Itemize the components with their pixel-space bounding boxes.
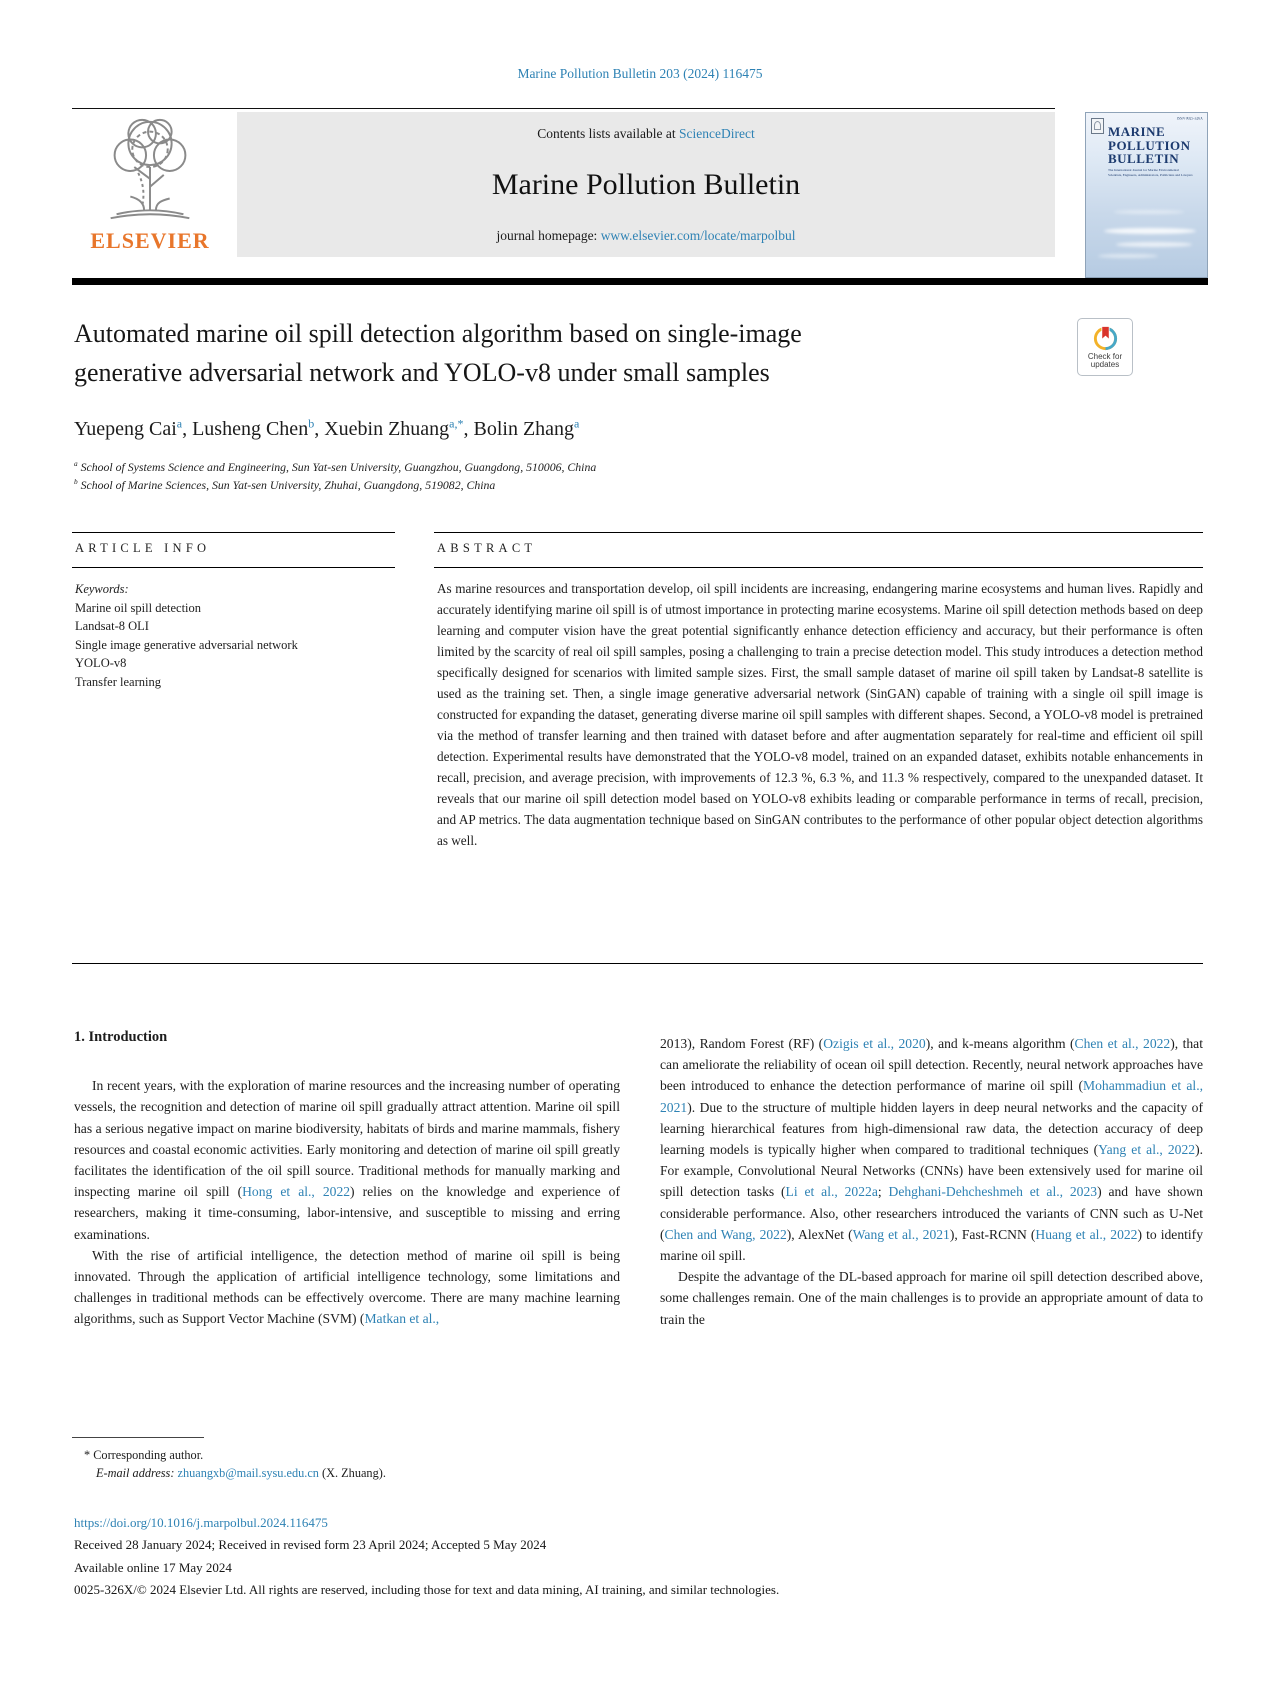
article-title-line: generative adversarial network and YOLO-v8 under small samples <box>74 358 770 387</box>
corresponding-author-note: * Corresponding author. <box>84 1448 204 1462</box>
citation-link[interactable]: Hong et al., 2022 <box>242 1184 351 1200</box>
cover-title-line: MARINE <box>1108 124 1166 139</box>
abstract-top-rule <box>434 532 1203 533</box>
header-divider-bar <box>72 278 1208 285</box>
badge-text <box>1088 353 1122 370</box>
text-segment: E-mail address: <box>96 1466 178 1480</box>
cover-title-line: POLLUTION <box>1108 137 1191 153</box>
text-segment: (X. Zhuang). <box>318 1466 386 1480</box>
abstract-heading: ABSTRACT <box>437 541 537 555</box>
text-segment: ), and k-means algorithm ( <box>925 1036 1075 1051</box>
received-dates: Received 28 January 2024; Received in revised form 23 April 2024; Accepted 5 May 2024 <box>74 1537 547 1553</box>
citation-link[interactable]: Dehghani-Dehcheshmeh et al., 2023 <box>888 1184 1098 1200</box>
cover-title-line: BULLETIN <box>1108 151 1180 166</box>
cover-wave-decoration <box>1114 210 1184 214</box>
contents-line <box>537 126 754 142</box>
text-segment: ). For example, Convolutional Neural Networks (CNNs) have been extensively used for marine oil spill detection tasks ( <box>660 1142 1203 1200</box>
text-segment: Yuepeng Cai <box>74 418 177 440</box>
affil-sup: b <box>74 476 78 486</box>
keywords-list <box>75 599 298 692</box>
article-title <box>74 314 994 392</box>
citation-link[interactable]: Matkan et al., <box>364 1311 440 1327</box>
cover-wave-decoration <box>1104 228 1196 234</box>
text-segment: Despite the advantage of the DL-based approach for marine oil spill detection described above, some challenges remain. One of the main challenges is to provide an appropriate amount of data to train the <box>660 1269 1203 1327</box>
paragraph <box>74 1075 620 1245</box>
text-segment: ). Due to the structure of multiple hidden layers in deep neural networks and the capacity of learning hierarchical features from high-dimensional raw data, the detection accuracy of deep learning models is typically higher when compared to traditional techniques ( <box>660 1099 1203 1158</box>
copyright-line: 0025-326X/© 2024 Elsevier Ltd. All rights are reserved, including those for text and data mining, AI training, and similar technologies. <box>74 1581 780 1597</box>
cover-elsevier-mark-icon <box>1091 118 1104 134</box>
cover-subtitle-line: The International Journal for Marine Environmental <box>1108 169 1179 173</box>
body-left-column <box>74 1027 620 1330</box>
email-link[interactable]: zhuangxb@mail.sysu.edu.cn <box>177 1466 319 1480</box>
abstract-bottom-rule <box>72 963 1203 964</box>
text-segment: ) and have shown considerable performance. Also, other researchers introduced the variants of CNN such as U-Net ( <box>660 1184 1203 1242</box>
text-segment: , Xuebin Zhuang <box>314 418 450 440</box>
journal-cover-thumbnail[interactable] <box>1085 112 1208 278</box>
journal-header-box <box>237 112 1055 257</box>
text-segment: With the rise of artificial intelligence, the detection method of marine oil spill is being innovated. Through the application of artificial intelligence technology, some limitations and challenges in traditional methods can be effectively overcome. There are many machine learning algorithms, such as Support Vector Machine (SVM) ( <box>74 1247 620 1327</box>
doi-link[interactable]: https://doi.org/10.1016/j.marpolbul.2024.116475 <box>74 1515 328 1530</box>
elsevier-tree-icon <box>91 113 209 225</box>
keyword: Marine oil spill detection <box>75 600 202 615</box>
footnote-block <box>74 1446 386 1482</box>
keyword: Transfer learning <box>75 674 161 689</box>
text-segment: In recent years, with the exploration of marine resources and the increasing number of operating vessels, the recognition and detection of marine oil spill gradually attract attention. Marine oil spill has a serious negative impact on marine biodiversity, habitats of birds and marine mammals, fishery resources and coastal economic activities. Early monitoring and detection of marine oil spill greatly facilitates the identification of the oil spill source. Traditional methods for manually marking and inspecting marine oil spill ( <box>74 1078 620 1200</box>
cover-title <box>1108 125 1191 166</box>
elsevier-wordmark: ELSEVIER <box>90 228 210 253</box>
available-online-date: Available online 17 May 2024 <box>74 1559 232 1575</box>
citation-link[interactable]: Ozigis et al., 2020 <box>823 1036 926 1051</box>
affil-sup: a <box>74 459 78 469</box>
journal-citation-header[interactable]: Marine Pollution Bulletin 203 (2024) 116475 <box>517 66 763 81</box>
abstract-mid-rule <box>434 567 1203 568</box>
paragraph <box>660 1266 1203 1330</box>
text-segment: Contents lists available at <box>537 126 679 141</box>
cover-wave-decoration <box>1116 242 1192 247</box>
check-for-updates-badge[interactable] <box>1077 318 1133 376</box>
text-segment: , Bolin Zhang <box>463 418 575 440</box>
section-heading: 1. Introduction <box>74 1029 168 1045</box>
cover-subtitle-line: Scientists, Engineers, Administrators, Politicians and Lawyers <box>1108 173 1193 177</box>
header-top-rule <box>72 108 1055 109</box>
homepage-link[interactable]: www.elsevier.com/locate/marpolbul <box>600 228 796 243</box>
affiliation-line <box>74 459 596 477</box>
cover-wave-decoration <box>1098 254 1158 258</box>
paragraph <box>660 1033 1203 1266</box>
keyword: Single image generative adversarial network <box>75 637 298 652</box>
text-segment: ), Fast-RCNN ( <box>949 1226 1036 1242</box>
article-info-top-rule <box>72 532 395 533</box>
text-segment: ), that can ameliorate the reliability of ocean oil spill detection. Recently, neural network approaches have been introduced to enhance the detection performance of marine oil spill ( <box>660 1036 1203 1094</box>
citation-link[interactable]: Wang et al., 2021 <box>852 1226 950 1242</box>
citation-link[interactable]: Chen and Wang, 2022 <box>664 1226 787 1242</box>
text-segment: School of Systems Science and Engineering, Sun Yat-sen University, Guangzhou, Guangdong, 510006, China <box>77 460 597 474</box>
author-affil-sup[interactable]: a <box>574 416 580 431</box>
abstract-text: As marine resources and transportation develop, oil spill incidents are increasing, endangering marine ecosystems and human lives. Rapidly and accurately identifying marine oil spill is of utmost importance in protecting marine ecosystems. Marine oil spill detection methods based on deep learning and computer vision have the great potential significantly enhance detection efficiency and accuracy, but their performance is often limited by the scarcity of real oil spill samples, posing a challenging to train a precise detection model. This study introduces a detection method specifically designed for scenarios with limited sample sizes. First, the small sample dataset of marine oil spill taken by Landsat-8 satellite is used as the training set. Then, a single image generative adversarial network (SinGAN) capable of training with a single oil spill image is constructed for expanding the dataset, generating diverse marine oil spill samples with different shapes. Second, a YOLO-v8 model is pretrained via the method of transfer learning and then trained with dataset before and after augmentation separately for real-time and efficient oil spill detection. Experimental results have demonstrated that the YOLO-v8 model, trained on an expanded dataset, exhibits notable enhancements in recall, precision, and average precision, with improvements of 12.3 %, 6.3 %, and 11.3 % respectively, compared to the unexpanded dataset. It reveals that our marine oil spill detection model based on YOLO-v8 exhibits leading or comparable performance in terms of recall, precision, and AP metrics. The data augmentation technique based on SinGAN contributes to the performance of other popular object detection algorithms as well. <box>437 581 1203 848</box>
citation-link[interactable]: Huang et al., 2022 <box>1035 1226 1138 1242</box>
citation-link[interactable]: Li et al., 2022a <box>785 1184 878 1200</box>
text-segment: journal homepage: <box>496 228 601 243</box>
elsevier-logo[interactable] <box>75 113 225 257</box>
footnote-rule <box>72 1437 204 1438</box>
text-segment: School of Marine Sciences, Sun Yat-sen University, Zhuhai, Guangdong, 519082, China <box>77 477 496 492</box>
article-title-line: Automated marine oil spill detection algorithm based on single-image <box>74 319 802 348</box>
badge-text-line: updates <box>1090 360 1120 369</box>
author-affil-sup[interactable]: a,* <box>449 416 464 431</box>
badge-text-line: Check for <box>1087 351 1123 361</box>
text-segment: ) relies on the knowledge and experience of researchers, making it time-consuming, labor-intensive, and susceptible to missing and erring examinations. <box>74 1184 620 1242</box>
keyword: YOLO-v8 <box>75 656 127 671</box>
author-affil-sup[interactable]: a <box>176 416 183 431</box>
citation-link[interactable]: Yang et al., 2022 <box>1098 1142 1196 1158</box>
affiliation-line <box>74 477 596 495</box>
homepage-line <box>496 228 795 244</box>
cover-issn: ISSN 0025-326X <box>1176 117 1203 121</box>
paragraph <box>74 1245 620 1330</box>
text-segment: ; <box>877 1184 889 1200</box>
citation-link[interactable]: Mohammadiun et al., 2021 <box>660 1078 1203 1115</box>
text-segment: 2013), Random Forest (RF) ( <box>660 1036 824 1051</box>
body-right-column <box>660 1033 1203 1330</box>
text-segment: , Lusheng Chen <box>182 418 309 440</box>
authors-line <box>74 418 579 441</box>
sciencedirect-link[interactable]: ScienceDirect <box>679 126 755 141</box>
affiliations <box>74 459 596 494</box>
crossmark-icon <box>1092 325 1119 352</box>
article-info-heading: ARTICLE INFO <box>75 541 211 555</box>
footer-block <box>74 1512 779 1601</box>
keyword: Landsat-8 OLI <box>75 619 149 634</box>
text-segment: ) to identify marine oil spill. <box>660 1226 1203 1264</box>
keywords-label: Keywords: <box>75 582 129 596</box>
keywords-block <box>75 580 298 692</box>
journal-title: Marine Pollution Bulletin <box>491 168 801 201</box>
cover-subtitle <box>1108 169 1203 178</box>
author-affil-sup[interactable]: b <box>308 416 315 431</box>
email-line <box>74 1464 386 1482</box>
citation-link[interactable]: Chen et al., 2022 <box>1074 1036 1171 1051</box>
article-info-mid-rule <box>72 567 395 568</box>
text-segment: ), AlexNet ( <box>786 1226 853 1242</box>
